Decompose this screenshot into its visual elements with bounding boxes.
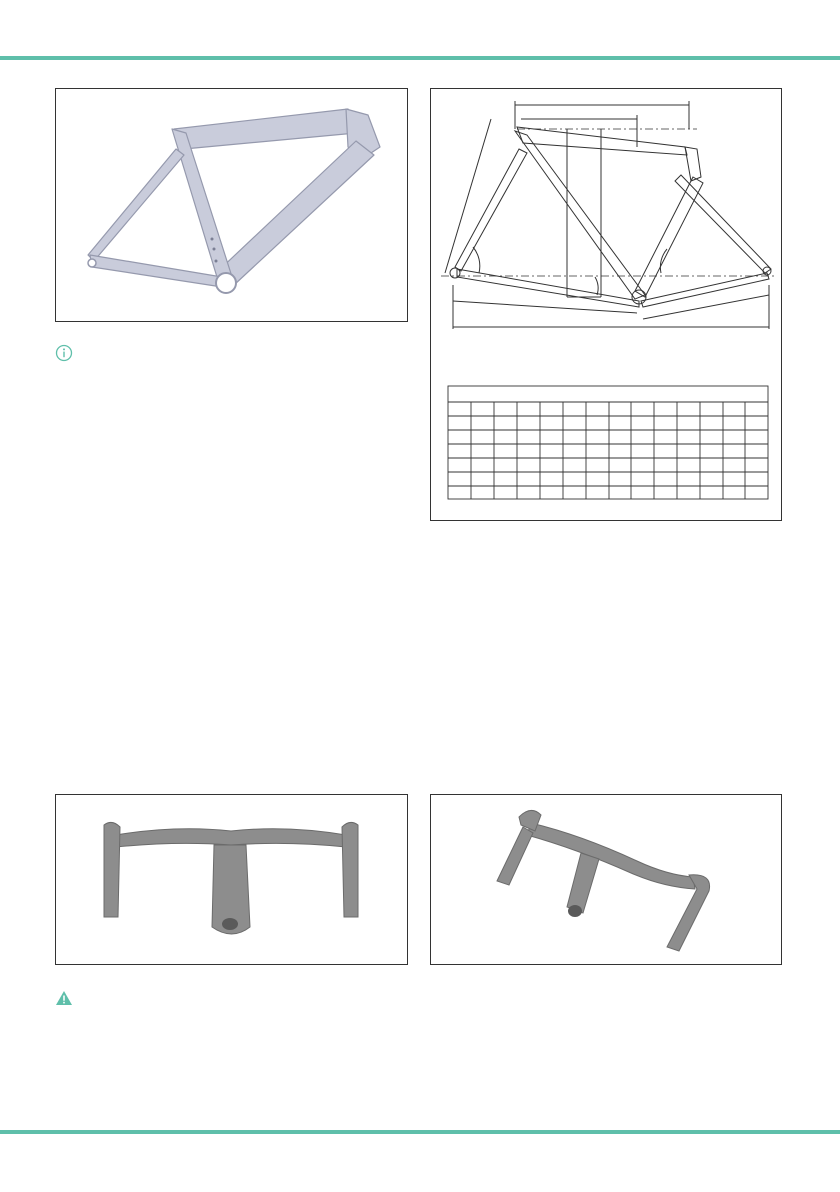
handlebar-front-panel	[55, 794, 408, 965]
integrated-handlebar-angled-image	[431, 795, 781, 964]
info-circle-icon	[55, 344, 73, 362]
warning-triangle-icon	[55, 990, 73, 1006]
handlebar-angled-panel	[430, 794, 782, 965]
top-accent-rule	[0, 56, 840, 60]
bottom-accent-rule	[0, 1130, 840, 1134]
integrated-handlebar-front-image	[56, 795, 407, 964]
frame-geometry-drawing	[431, 89, 781, 520]
geometry-drawing-panel	[430, 88, 782, 521]
bicycle-frame-image	[56, 89, 407, 321]
frame-render-panel	[55, 88, 408, 322]
